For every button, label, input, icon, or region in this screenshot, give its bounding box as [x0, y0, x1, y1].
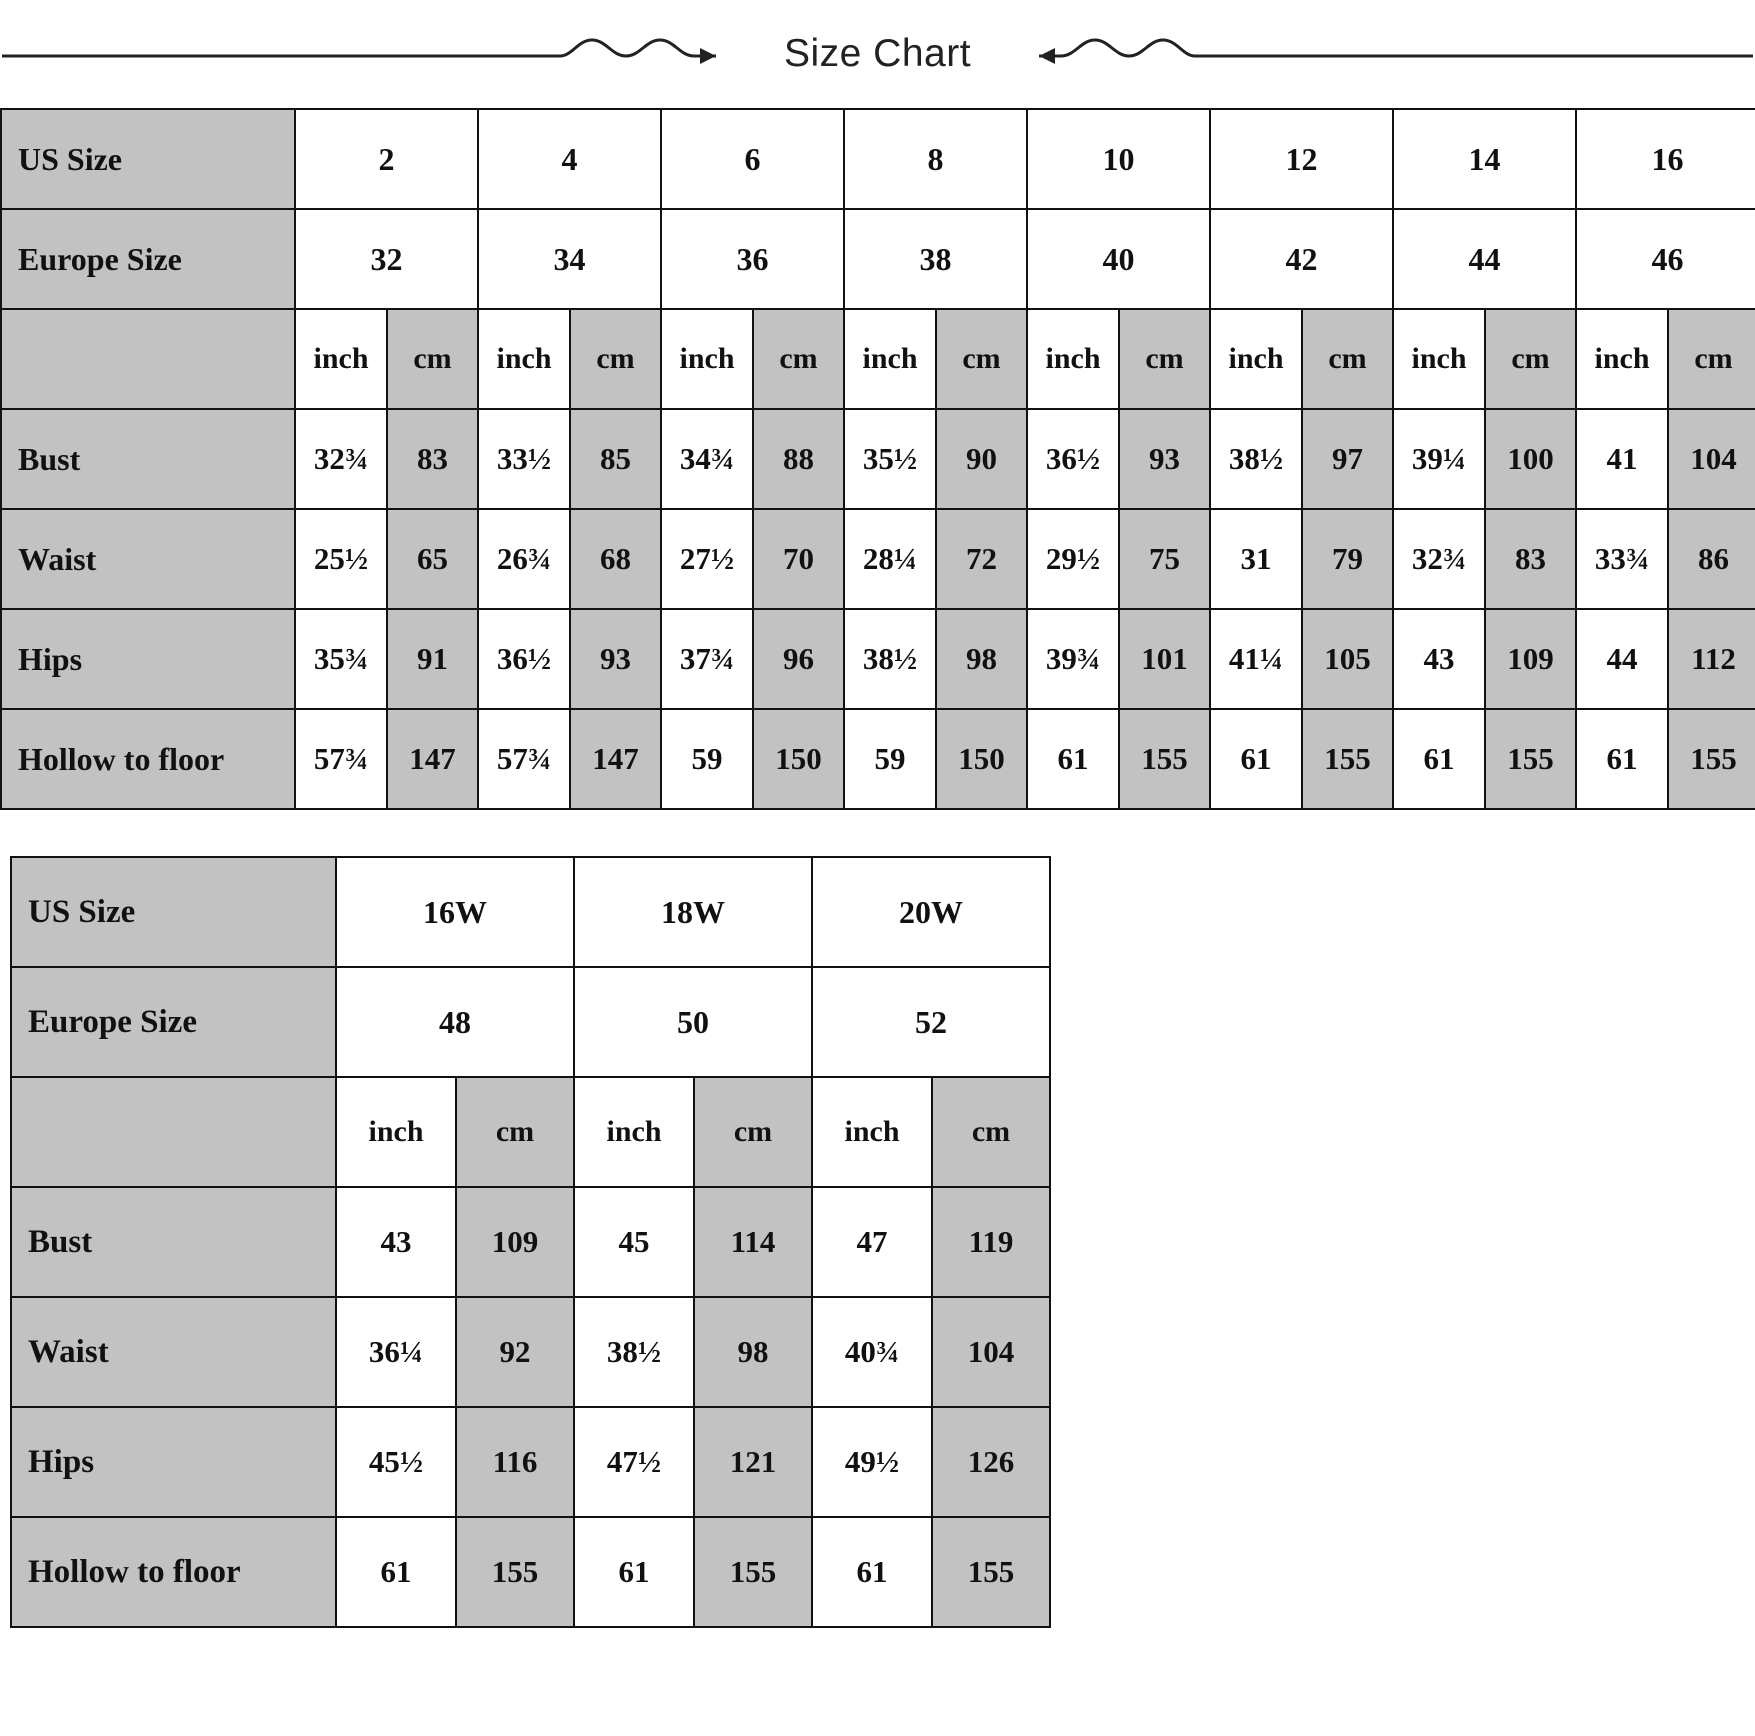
measure-cell: 93: [1119, 409, 1210, 509]
unit-cell: inch: [1393, 309, 1485, 409]
measure-cell: 36½: [478, 609, 570, 709]
measure-cell: 126: [932, 1407, 1050, 1517]
measure-cell: 32¾: [295, 409, 387, 509]
measure-cell: 88: [753, 409, 844, 509]
measure-cell: 39¾: [1027, 609, 1119, 709]
unit-cell: cm: [753, 309, 844, 409]
measure-cell: 121: [694, 1407, 812, 1517]
measure-cell: 86: [1668, 509, 1755, 609]
plus-size-table: [10, 856, 1051, 1628]
table-row: [1, 609, 1755, 709]
unit-cell: cm: [694, 1077, 812, 1187]
measure-cell: 45½: [336, 1407, 456, 1517]
us-size-cell: 20W: [812, 857, 1050, 967]
measure-cell: 155: [1485, 709, 1576, 809]
row-label-hollow-to-floor: Hollow to floor: [1, 709, 295, 809]
measure-cell: 57¾: [478, 709, 570, 809]
unit-cell: inch: [336, 1077, 456, 1187]
table-row: [1, 209, 1755, 309]
measure-cell: 61: [336, 1517, 456, 1627]
chart-title-row: [0, 0, 1755, 108]
row-label-blank: [1, 309, 295, 409]
measure-cell: 32¾: [1393, 509, 1485, 609]
unit-cell: inch: [812, 1077, 932, 1187]
measure-cell: 38½: [1210, 409, 1302, 509]
measure-cell: 61: [1210, 709, 1302, 809]
table-row: [1, 309, 1755, 409]
row-label-waist: Waist: [11, 1297, 336, 1407]
us-size-cell: 18W: [574, 857, 812, 967]
table-row: [1, 509, 1755, 609]
europe-size-cell: 40: [1027, 209, 1210, 309]
measure-cell: 59: [661, 709, 753, 809]
us-size-cell: 16W: [336, 857, 574, 967]
measure-cell: 83: [1485, 509, 1576, 609]
measure-cell: 38½: [844, 609, 936, 709]
measure-cell: 27½: [661, 509, 753, 609]
measure-cell: 61: [812, 1517, 932, 1627]
europe-size-cell: 50: [574, 967, 812, 1077]
measure-cell: 36½: [1027, 409, 1119, 509]
measure-cell: 61: [574, 1517, 694, 1627]
measure-cell: 92: [456, 1297, 574, 1407]
table-row: [1, 409, 1755, 509]
unit-cell: inch: [1576, 309, 1668, 409]
us-size-cell: 14: [1393, 109, 1576, 209]
measure-cell: 104: [932, 1297, 1050, 1407]
measure-cell: 100: [1485, 409, 1576, 509]
unit-cell: cm: [570, 309, 661, 409]
row-label-blank: [11, 1077, 336, 1187]
measure-cell: 155: [1302, 709, 1393, 809]
unit-cell: inch: [844, 309, 936, 409]
europe-size-cell: 52: [812, 967, 1050, 1077]
row-label-us-size: US Size: [1, 109, 295, 209]
measure-cell: 98: [936, 609, 1027, 709]
table-row: [11, 1407, 1050, 1517]
table-row: [1, 709, 1755, 809]
row-label-us-size: US Size: [11, 857, 336, 967]
row-label-bust: Bust: [1, 409, 295, 509]
measure-cell: 155: [1119, 709, 1210, 809]
unit-cell: inch: [661, 309, 753, 409]
measure-cell: 25½: [295, 509, 387, 609]
europe-size-cell: 36: [661, 209, 844, 309]
measure-cell: 70: [753, 509, 844, 609]
table-row: [11, 967, 1050, 1077]
row-label-waist: Waist: [1, 509, 295, 609]
unit-cell: cm: [387, 309, 478, 409]
unit-cell: inch: [574, 1077, 694, 1187]
measure-cell: 37¾: [661, 609, 753, 709]
row-label-europe-size: Europe Size: [1, 209, 295, 309]
unit-cell: cm: [1302, 309, 1393, 409]
us-size-cell: 12: [1210, 109, 1393, 209]
measure-cell: 47½: [574, 1407, 694, 1517]
plus-size-table-wrapper: [0, 856, 1755, 1628]
measure-cell: 83: [387, 409, 478, 509]
table-row: [11, 1297, 1050, 1407]
unit-cell: cm: [456, 1077, 574, 1187]
measure-cell: 65: [387, 509, 478, 609]
table-row: [11, 1187, 1050, 1297]
measure-cell: 38½: [574, 1297, 694, 1407]
us-size-cell: 16: [1576, 109, 1755, 209]
measure-cell: 119: [932, 1187, 1050, 1297]
measure-cell: 39¼: [1393, 409, 1485, 509]
measure-cell: 91: [387, 609, 478, 709]
us-size-cell: 2: [295, 109, 478, 209]
europe-size-cell: 48: [336, 967, 574, 1077]
measure-cell: 155: [932, 1517, 1050, 1627]
unit-cell: cm: [1668, 309, 1755, 409]
measure-cell: 109: [1485, 609, 1576, 709]
measure-cell: 33¾: [1576, 509, 1668, 609]
row-label-europe-size: Europe Size: [11, 967, 336, 1077]
measure-cell: 47: [812, 1187, 932, 1297]
measure-cell: 109: [456, 1187, 574, 1297]
measure-cell: 96: [753, 609, 844, 709]
measure-cell: 72: [936, 509, 1027, 609]
measure-cell: 68: [570, 509, 661, 609]
measure-cell: 155: [694, 1517, 812, 1627]
row-label-hips: Hips: [11, 1407, 336, 1517]
measure-cell: 101: [1119, 609, 1210, 709]
measure-cell: 35½: [844, 409, 936, 509]
measure-cell: 43: [1393, 609, 1485, 709]
table-row: [11, 1517, 1050, 1627]
table-row: [1, 109, 1755, 209]
row-label-hips: Hips: [1, 609, 295, 709]
measure-cell: 33½: [478, 409, 570, 509]
measure-cell: 59: [844, 709, 936, 809]
europe-size-cell: 46: [1576, 209, 1755, 309]
measure-cell: 155: [1668, 709, 1755, 809]
europe-size-cell: 34: [478, 209, 661, 309]
measure-cell: 41: [1576, 409, 1668, 509]
measure-cell: 28¼: [844, 509, 936, 609]
standard-size-table-wrapper: [0, 108, 1755, 856]
europe-size-cell: 32: [295, 209, 478, 309]
unit-cell: cm: [1485, 309, 1576, 409]
measure-cell: 98: [694, 1297, 812, 1407]
unit-cell: inch: [295, 309, 387, 409]
squiggly-arrow-right-icon: [0, 34, 730, 74]
measure-cell: 49½: [812, 1407, 932, 1517]
measure-cell: 29½: [1027, 509, 1119, 609]
measure-cell: 150: [753, 709, 844, 809]
measure-cell: 97: [1302, 409, 1393, 509]
europe-size-cell: 44: [1393, 209, 1576, 309]
unit-cell: cm: [932, 1077, 1050, 1187]
measure-cell: 93: [570, 609, 661, 709]
unit-cell: inch: [1027, 309, 1119, 409]
measure-cell: 44: [1576, 609, 1668, 709]
page-title: Size Chart: [783, 32, 972, 75]
measure-cell: 104: [1668, 409, 1755, 509]
table-row: [11, 1077, 1050, 1187]
europe-size-cell: 42: [1210, 209, 1393, 309]
measure-cell: 45: [574, 1187, 694, 1297]
unit-cell: cm: [1119, 309, 1210, 409]
us-size-cell: 4: [478, 109, 661, 209]
row-label-hollow-to-floor: Hollow to floor: [11, 1517, 336, 1627]
measure-cell: 116: [456, 1407, 574, 1517]
measure-cell: 112: [1668, 609, 1755, 709]
unit-cell: inch: [1210, 309, 1302, 409]
unit-cell: inch: [478, 309, 570, 409]
measure-cell: 31: [1210, 509, 1302, 609]
measure-cell: 35¾: [295, 609, 387, 709]
measure-cell: 57¾: [295, 709, 387, 809]
europe-size-cell: 38: [844, 209, 1027, 309]
table-row: [11, 857, 1050, 967]
measure-cell: 114: [694, 1187, 812, 1297]
standard-size-table: [0, 108, 1755, 810]
measure-cell: 26¾: [478, 509, 570, 609]
us-size-cell: 8: [844, 109, 1027, 209]
measure-cell: 41¼: [1210, 609, 1302, 709]
squiggly-arrow-left-icon: [1025, 34, 1755, 74]
row-label-bust: Bust: [11, 1187, 336, 1297]
us-size-cell: 10: [1027, 109, 1210, 209]
measure-cell: 155: [456, 1517, 574, 1627]
measure-cell: 79: [1302, 509, 1393, 609]
measure-cell: 105: [1302, 609, 1393, 709]
measure-cell: 75: [1119, 509, 1210, 609]
measure-cell: 147: [387, 709, 478, 809]
measure-cell: 150: [936, 709, 1027, 809]
measure-cell: 43: [336, 1187, 456, 1297]
measure-cell: 85: [570, 409, 661, 509]
measure-cell: 90: [936, 409, 1027, 509]
measure-cell: 40¾: [812, 1297, 932, 1407]
unit-cell: cm: [936, 309, 1027, 409]
us-size-cell: 6: [661, 109, 844, 209]
measure-cell: 61: [1576, 709, 1668, 809]
measure-cell: 36¼: [336, 1297, 456, 1407]
measure-cell: 34¾: [661, 409, 753, 509]
measure-cell: 61: [1393, 709, 1485, 809]
measure-cell: 61: [1027, 709, 1119, 809]
measure-cell: 147: [570, 709, 661, 809]
